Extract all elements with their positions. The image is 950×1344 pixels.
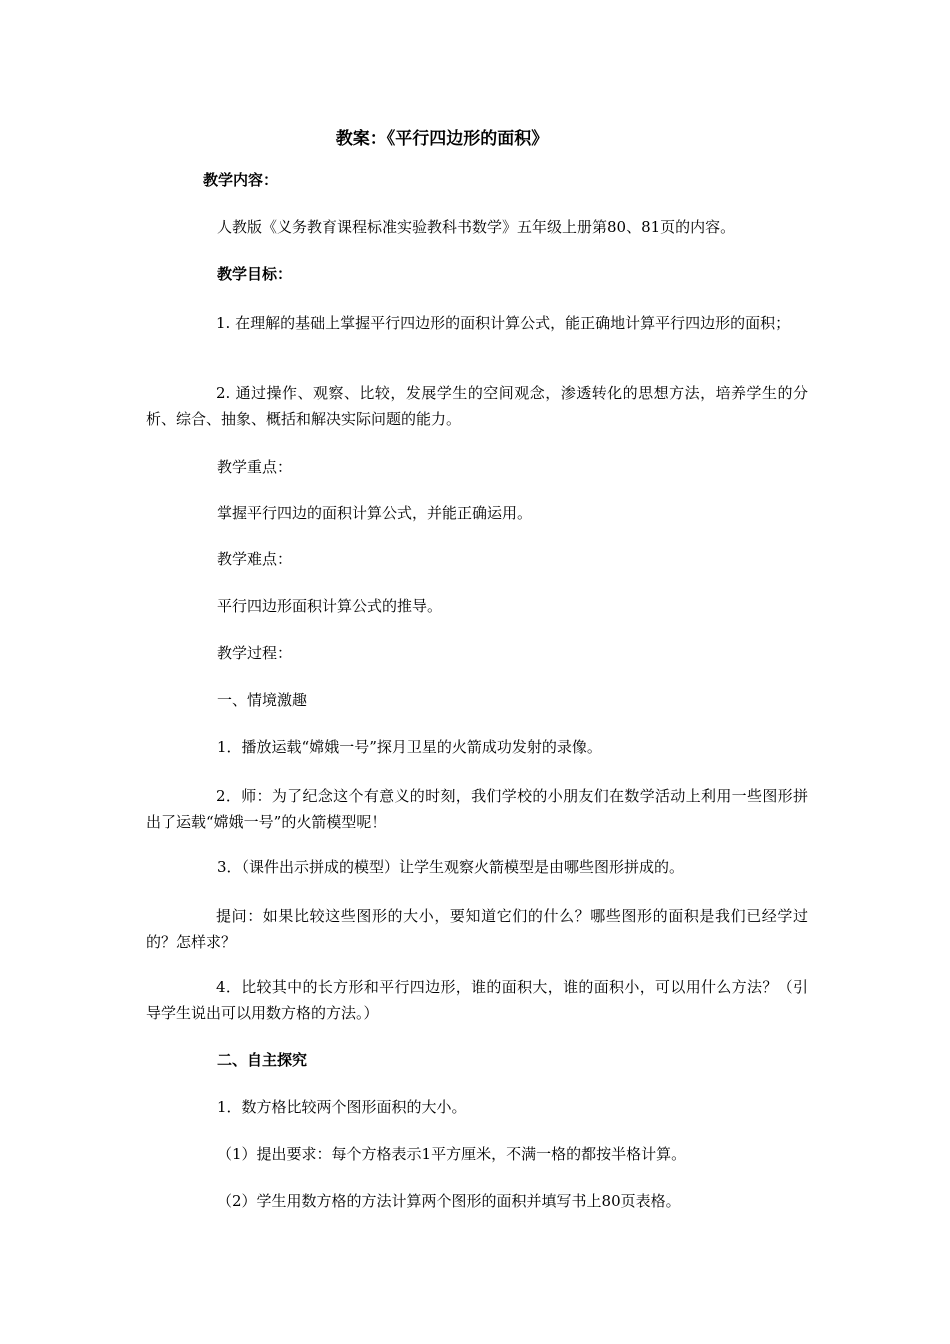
key-text: 掌握平行四边的面积计算公式，并能正确运用。	[217, 504, 533, 522]
part2-heading: 二、自主探究	[217, 1051, 308, 1069]
part1-item-4: 4．比较其中的长方形和平行四边形，谁的面积大，谁的面积小，可以用什么方法？（引导学生说出可以用数方格的方法。）	[146, 978, 808, 1022]
part1-item-1: 1．播放运载“嫦娥一号”探月卫星的火箭成功发射的录像。	[217, 738, 602, 756]
part1-item-2: 2．师：为了纪念这个有意义的时刻，我们学校的小朋友们在数学活动上利用一些图形拼出了运载“嫦娥一号”的火箭模型呢！	[146, 787, 808, 831]
part1-question: 提问：如果比较这些图形的大小，要知道它们的什么？哪些图形的面积是我们已经学过的？怎样求？	[146, 907, 808, 951]
part1-heading: 一、情境激趣	[217, 691, 308, 709]
difficulty-text: 平行四边形面积计算公式的推导。	[217, 597, 443, 615]
key-heading: 教学重点：	[217, 458, 293, 476]
part2-sub-2: （2）学生用数方格的方法计算两个图形的面积并填写书上80页表格。	[217, 1192, 681, 1210]
process-heading: 教学过程：	[217, 644, 293, 662]
goal-2-paragraph: 2. 通过操作、观察、比较，发展学生的空间观念，渗透转化的思想方法，培养学生的分析、综合、抽象、概括和解决实际问题的能力。	[146, 384, 808, 428]
part2-sub-1: （1）提出要求：每个方格表示1平方厘米，不满一格的都按半格计算。	[217, 1145, 687, 1163]
goal-1-paragraph: 1. 在理解的基础上掌握平行四边形的面积计算公式，能正确地计算平行四边形的面积；	[216, 314, 791, 332]
difficulty-heading: 教学难点：	[217, 550, 293, 568]
part2-item-1: 1．数方格比较两个图形面积的大小。	[217, 1098, 467, 1116]
content-heading: 教学内容：	[203, 171, 279, 189]
document-title: 教案：《平行四边形的面积》	[335, 129, 549, 149]
content-text: 人教版《义务教育课程标准实验教科书数学》五年级上册第80、81页的内容。	[217, 218, 736, 236]
goals-heading: 教学目标：	[217, 265, 293, 283]
part1-item-3: 3．（课件出示拼成的模型）让学生观察火箭模型是由哪些图形拼成的。	[217, 858, 685, 876]
